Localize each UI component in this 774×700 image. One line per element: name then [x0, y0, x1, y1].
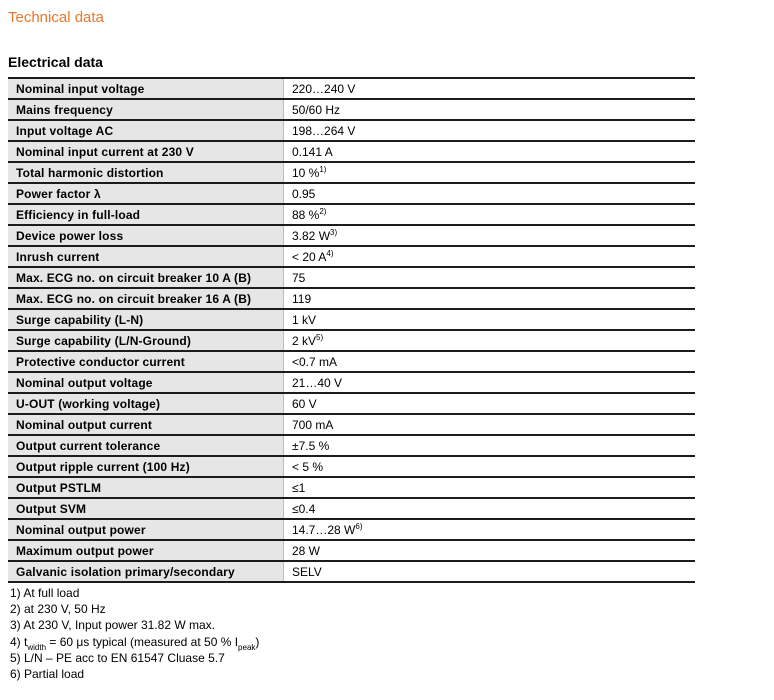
- row-value-cell: [284, 351, 696, 372]
- footnote-ref: 2): [319, 206, 327, 216]
- row-value: 88 %: [292, 207, 320, 222]
- footnote-4-prefix: 4) t: [10, 634, 28, 649]
- row-label: Surge capability (L-N): [8, 309, 284, 330]
- row-value-cell: [284, 477, 696, 498]
- table-row: [8, 540, 695, 561]
- row-label: Nominal output voltage: [8, 372, 284, 393]
- footnote-6: 6) Partial load: [10, 667, 85, 682]
- row-label: Max. ECG no. on circuit breaker 16 A (B): [8, 288, 284, 309]
- page-title: Technical data: [8, 9, 104, 26]
- row-value: 2 kV: [292, 333, 317, 348]
- footnote-5: 5) L/N – PE acc to EN 61547 Cluase 5.7: [10, 650, 225, 665]
- table-row: [8, 393, 695, 414]
- row-label: Input voltage AC: [8, 120, 284, 141]
- row-value-cell: [284, 561, 696, 582]
- row-label: Device power loss: [8, 225, 284, 246]
- table-row: [8, 519, 695, 540]
- row-value-cell: [284, 204, 696, 225]
- row-value-cell: [284, 456, 696, 477]
- row-label: Max. ECG no. on circuit breaker 10 A (B): [8, 267, 284, 288]
- table-row: [8, 414, 695, 435]
- footnote-4-sub-width: width: [27, 642, 47, 652]
- row-value-cell: [284, 372, 696, 393]
- row-value: 0.95: [292, 186, 316, 201]
- row-label: Output PSTLM: [8, 477, 284, 498]
- row-value: 21…40 V: [292, 375, 343, 390]
- table-row: [8, 477, 695, 498]
- row-label: Power factor λ: [8, 183, 284, 204]
- row-value-cell: [284, 309, 696, 330]
- row-label: Mains frequency: [8, 99, 284, 120]
- row-value-cell: [284, 393, 696, 414]
- table-row: [8, 351, 695, 372]
- footnote-3: 3) At 230 V, Input power 31.82 W max.: [10, 618, 216, 633]
- row-value-cell: [284, 414, 696, 435]
- table-row: [8, 183, 695, 204]
- table-row: [8, 246, 695, 267]
- row-value: 3.82 W: [292, 228, 331, 243]
- table-row: [8, 498, 695, 519]
- footnote-ref: 3): [330, 227, 338, 237]
- row-value-cell: [284, 120, 696, 141]
- row-label: Protective conductor current: [8, 351, 284, 372]
- row-value-cell: [284, 246, 696, 267]
- footnote-ref: 4): [326, 248, 334, 258]
- row-value-cell: [284, 435, 696, 456]
- footnotes: [10, 585, 259, 682]
- footnote-ref: 1): [319, 164, 327, 174]
- row-value: ≤1: [292, 480, 306, 495]
- row-value-cell: [284, 225, 696, 246]
- table-row: [8, 309, 695, 330]
- row-value: SELV: [292, 564, 322, 579]
- footnote-2: 2) at 230 V, 50 Hz: [10, 602, 106, 617]
- row-value: 75: [292, 270, 306, 285]
- footnote-ref: 5): [316, 332, 324, 342]
- table-row: [8, 288, 695, 309]
- footnote-4-sub-peak: peak: [238, 642, 256, 652]
- row-label: Inrush current: [8, 246, 284, 267]
- table-row: [8, 435, 695, 456]
- row-label: Nominal output power: [8, 519, 284, 540]
- row-value: 0.141 A: [292, 144, 333, 159]
- row-label: Output SVM: [8, 498, 284, 519]
- footnote-4: [10, 634, 259, 650]
- table-row: [8, 120, 695, 141]
- row-value: 198…264 V: [292, 123, 356, 138]
- row-label: Nominal input current at 230 V: [8, 141, 284, 162]
- row-value-cell: [284, 141, 696, 162]
- row-value-cell: [284, 162, 696, 183]
- table-row: [8, 330, 695, 351]
- row-label: Maximum output power: [8, 540, 284, 561]
- row-value: < 20 A: [292, 249, 327, 264]
- electrical-data-table: [8, 77, 695, 583]
- footnote-4-middle: = 60 μs typical (measured at 50 % I: [46, 634, 239, 649]
- row-value: 220…240 V: [292, 81, 356, 96]
- row-value: 28 W: [292, 543, 321, 558]
- row-label: Nominal output current: [8, 414, 284, 435]
- row-label: Surge capability (L/N-Ground): [8, 330, 284, 351]
- row-label: Total harmonic distortion: [8, 162, 284, 183]
- table-row: [8, 225, 695, 246]
- table-row: [8, 267, 695, 288]
- row-label: Galvanic isolation primary/secondary: [8, 561, 284, 582]
- table-row: [8, 141, 695, 162]
- row-value: <0.7 mA: [292, 354, 338, 369]
- row-value: ≤0.4: [292, 501, 316, 516]
- row-value: 60 V: [292, 396, 317, 411]
- row-label: Nominal input voltage: [8, 78, 284, 99]
- row-label: Output current tolerance: [8, 435, 284, 456]
- table-row: [8, 162, 695, 183]
- table-row: [8, 99, 695, 120]
- row-value-cell: [284, 288, 696, 309]
- row-value: 119: [292, 291, 312, 306]
- table-row: [8, 204, 695, 225]
- footnote-4-suffix: ): [255, 634, 260, 649]
- row-value-cell: [284, 519, 696, 540]
- row-label: U-OUT (working voltage): [8, 393, 284, 414]
- row-value-cell: [284, 540, 696, 561]
- row-value-cell: [284, 330, 696, 351]
- row-value: 700 mA: [292, 417, 334, 432]
- row-value: 1 kV: [292, 312, 317, 327]
- row-value: ±7.5 %: [292, 438, 330, 453]
- table-row: [8, 78, 695, 99]
- table-row: [8, 372, 695, 393]
- row-value-cell: [284, 183, 696, 204]
- electrical-data-table-body: [8, 78, 695, 582]
- footnote-1: 1) At full load: [10, 586, 80, 600]
- section-title: Electrical data: [8, 54, 103, 70]
- table-row: [8, 456, 695, 477]
- row-value: 10 %: [292, 165, 320, 180]
- row-value: < 5 %: [292, 459, 324, 474]
- table-row: [8, 561, 695, 582]
- row-value-cell: [284, 78, 696, 99]
- row-value: 14.7…28 W: [292, 522, 356, 537]
- row-value-cell: [284, 498, 696, 519]
- row-label: Output ripple current (100 Hz): [8, 456, 284, 477]
- row-value: 50/60 Hz: [292, 102, 341, 117]
- row-label: Efficiency in full-load: [8, 204, 284, 225]
- row-value-cell: [284, 267, 696, 288]
- footnote-ref: 6): [355, 521, 363, 531]
- row-value-cell: [284, 99, 696, 120]
